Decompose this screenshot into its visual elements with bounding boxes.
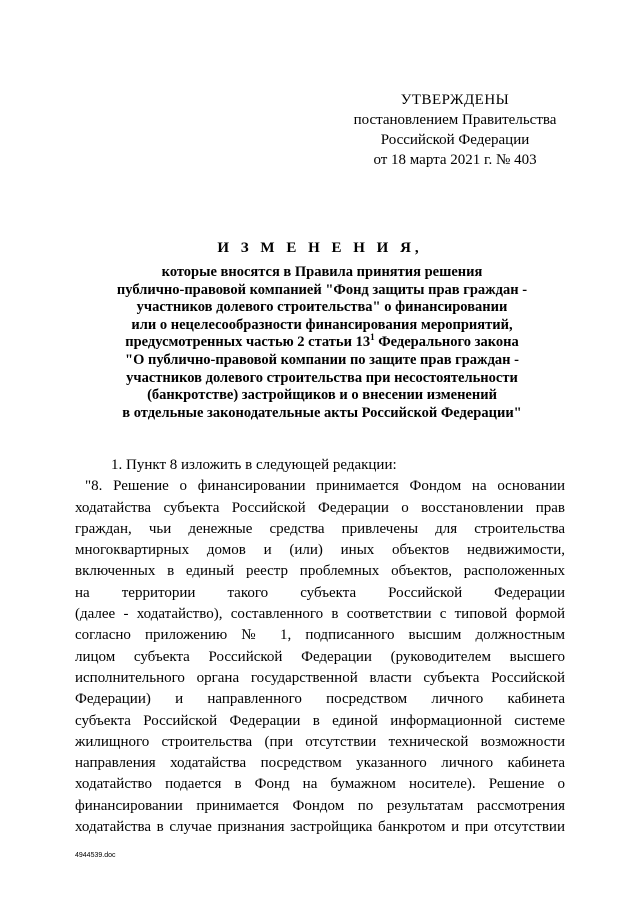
body-line: субъекта Российской Федерации в единой информационной системе [75,712,565,729]
subtitle-line-tail: Федерального закона [374,334,519,351]
document-subtitle [70,264,574,422]
subtitle-line: или о нецелесообразности финансирования мероприятий, [131,316,513,333]
approval-date-number: от 18 марта 2021 г. № 403 [373,152,537,168]
approval-block [345,90,565,170]
body-line: жилищного строительства (при отсутствии технической возможности [75,733,565,750]
body-line: на территории такого субъекта Российской Федерации [75,584,565,601]
body-text [75,455,565,838]
approval-line: Российской Федерации [380,132,530,148]
subtitle-line: публично-правовой компанией "Фонд защиты прав граждан - [116,281,528,298]
subtitle-line: в отдельные законодательные акты Российской Федерации" [122,404,522,421]
subtitle-line: участников долевого строительства" о финансировании [136,299,508,316]
footer-file-name: 4944539.doc [75,852,116,859]
subtitle-line: участников долевого строительства при несостоятельности [126,369,518,386]
subtitle-line [70,334,574,352]
body-line: направления ходатайства посредством указанного личного кабинета [75,755,565,772]
article-superscript: 1 [370,332,375,343]
body-line: "8. Решение о финансировании принимается Фондом на основании [85,478,565,495]
body-line: граждан, чьи денежные средства привлечены для строительства [75,520,565,537]
body-line: Федерации) и направленного посредством личного кабинета [75,691,565,708]
subtitle-line: которые вносятся в Правила принятия решения [161,264,483,280]
body-line: многоквартирных домов и (или) иных объектов недвижимости, [75,542,565,559]
body-line: 1. Пункт 8 изложить в следующей редакции: [111,457,397,473]
body-line: лицом субъекта Российской Федерации (руководителем высшего [75,648,565,665]
body-line: включенных в единый реестр проблемных объектов, расположенных [75,563,565,580]
body-line: финансировании принимается Фондом по результатам рассмотрения [75,797,565,814]
approval-line: постановлением Правительства [353,112,557,128]
subtitle-line: "О публично-правовой компании по защите прав граждан - [125,351,519,368]
body-line: ходатайства в случае признания застройщика банкротом и при отсутствии [75,819,565,836]
approval-heading: УТВЕРЖДЕНЫ [400,92,510,108]
body-line: ходатайство подается в Фонд на бумажном носителе). Решение о [75,776,565,793]
subtitle-line: (банкротстве) застройщиков и о внесении изменений [147,387,497,404]
subtitle-line-head: предусмотренных частью 2 статьи 13 [125,334,371,351]
document-title: И З М Е Н Е Н И Я, [217,240,423,256]
body-line: (далее - ходатайство), составленного в соответствии с типовой формой [75,606,565,623]
body-line: ходатайства субъекта Российской Федерации о восстановлении прав [75,499,565,516]
body-line: согласно приложению № 1, подписанного высшим должностным [75,627,565,644]
body-line: исполнительного органа государственной власти субъекта Российской [75,669,565,686]
